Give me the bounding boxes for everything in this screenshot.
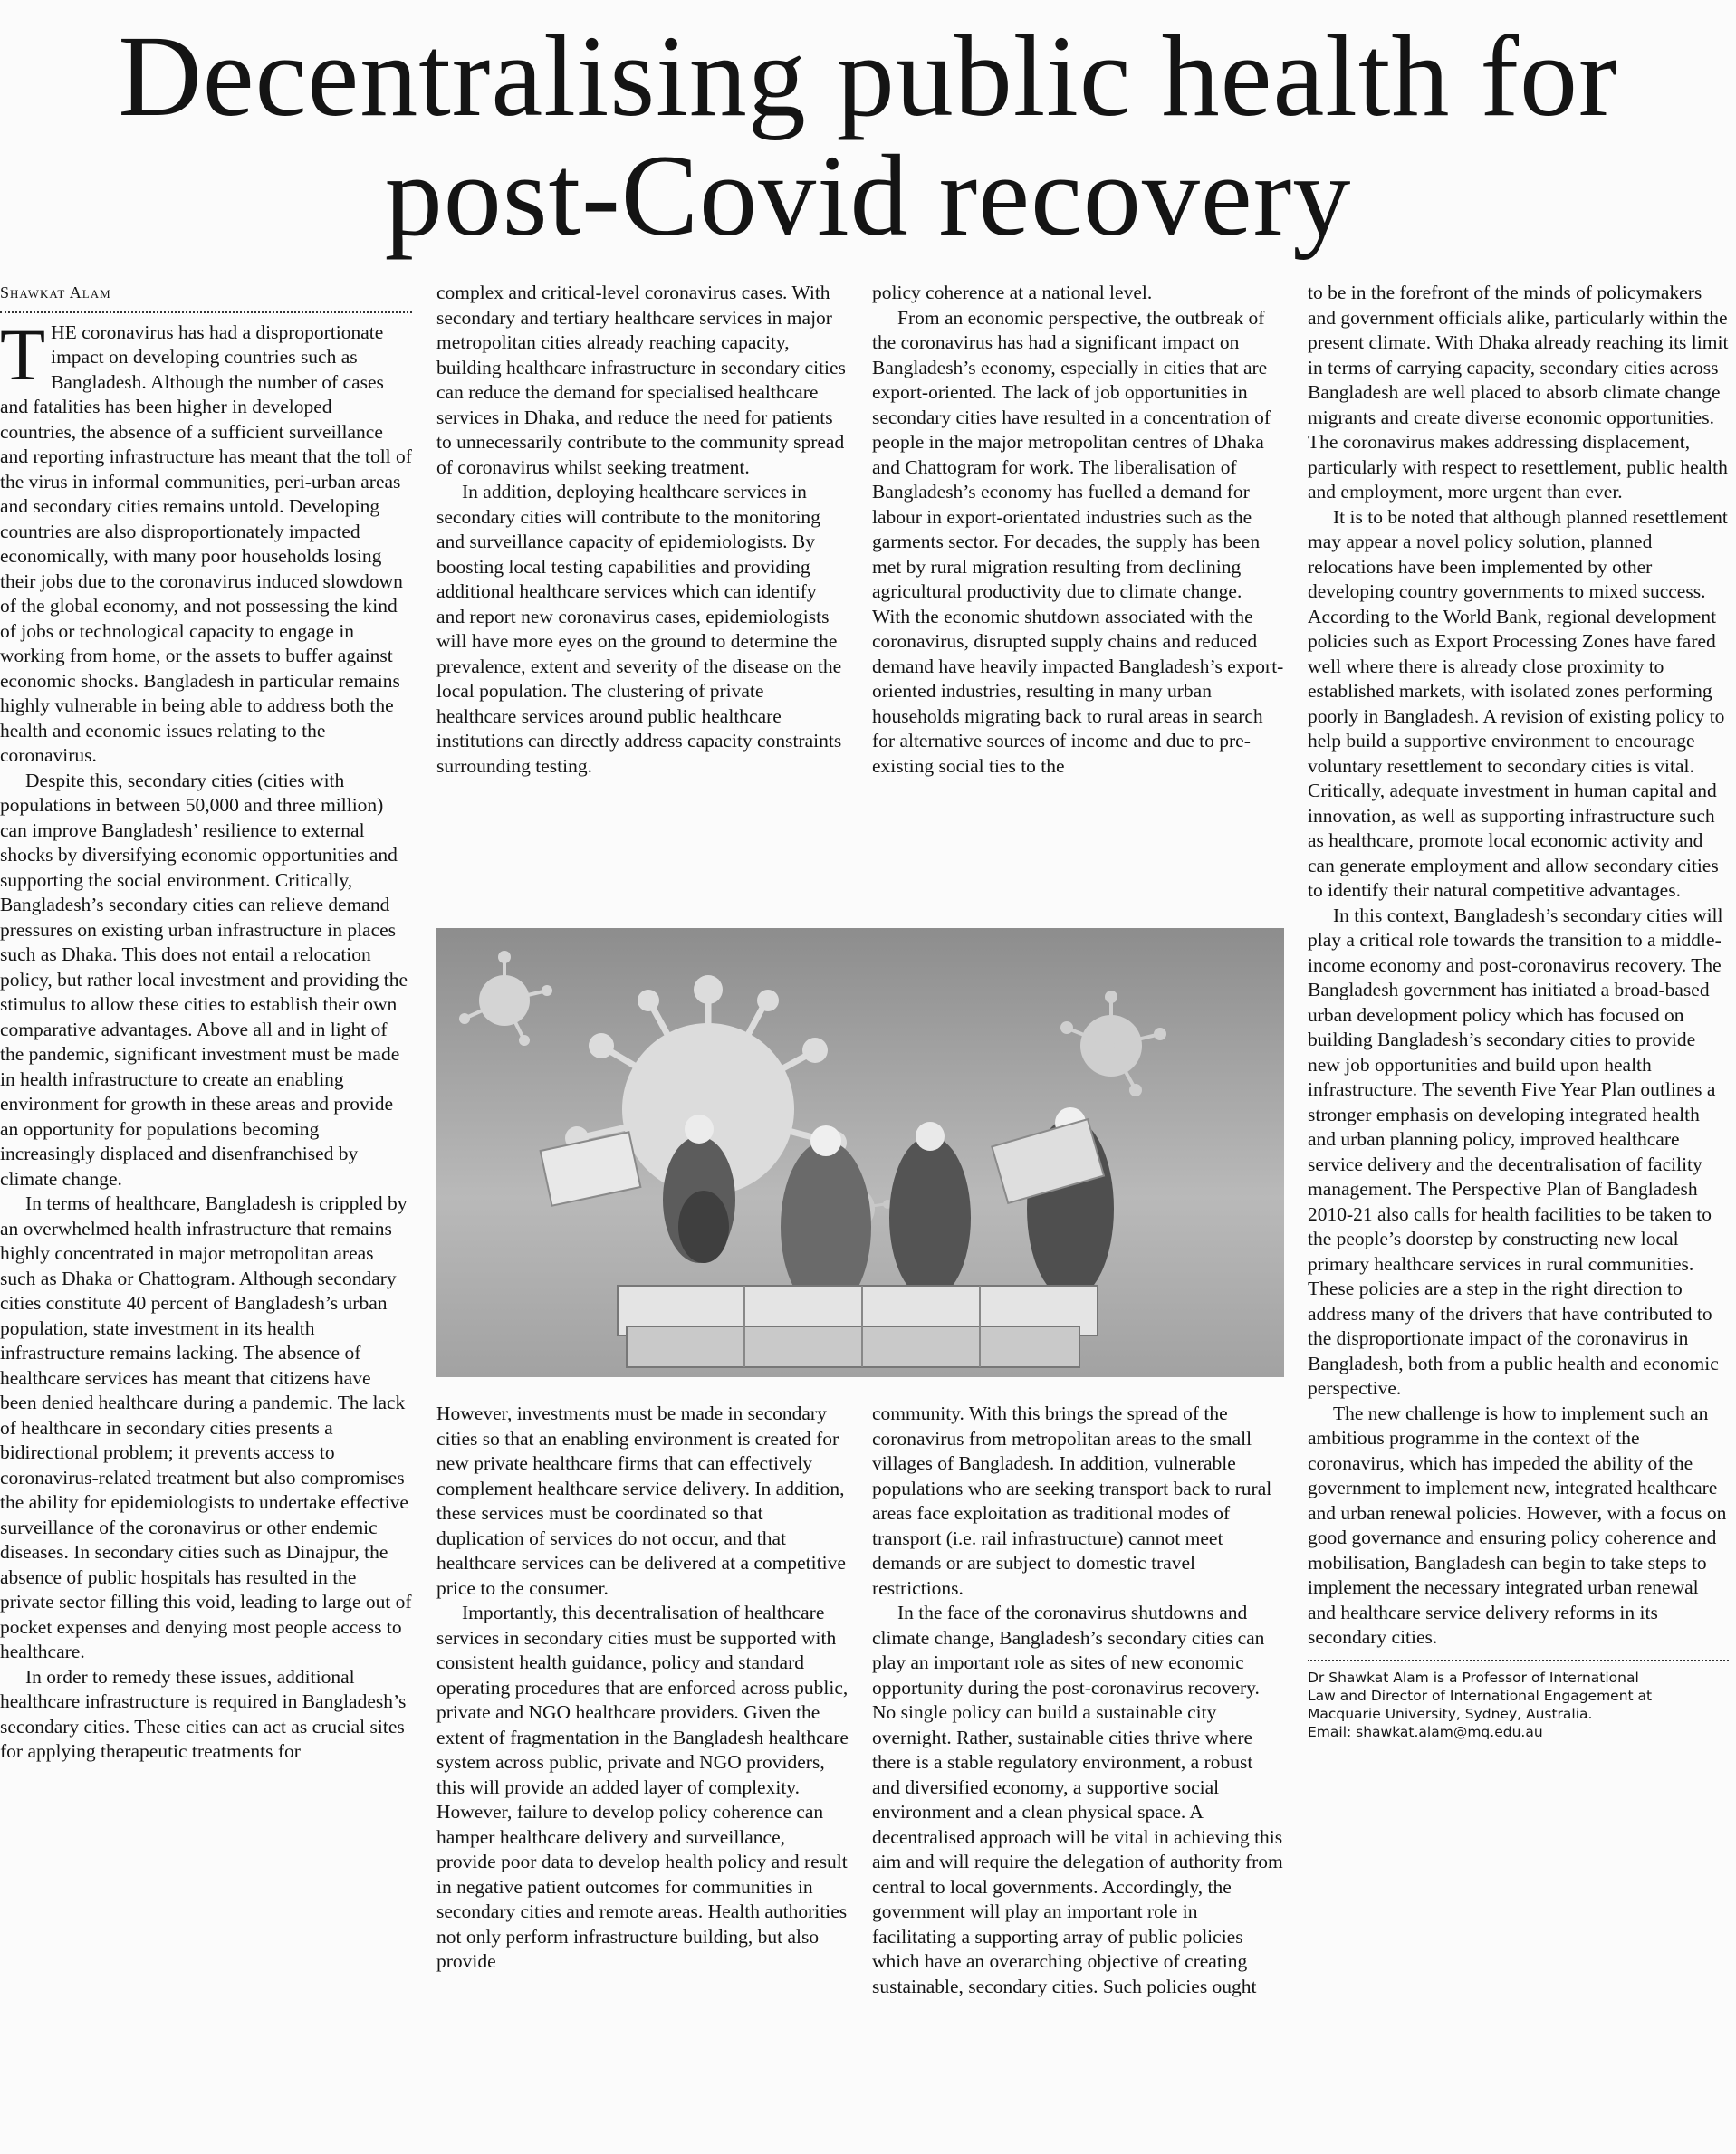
- paragraph: policy coherence at a national level.: [872, 282, 1153, 303]
- paragraph: In terms of healthcare, Bangladesh is crippled by an overwhelmed health infrastructure that remains highly concentrated in major metropolitan areas such as Dhaka or Chattogram. Although secondary cities constitute 40 percent of Bangladesh’s urban population, state investment in its health infrastructure remains lacking. The absence of healthcare services has meant that citizens have been denied healthcare during a pandemic. The lack of healthcare in secondary cities presents a bidirectional problem; it prevents access to coronavirus-related treatment but also compromises the ability for epidemiologists to undertake effective surveillance of the coronavirus or other endemic diseases. In secondary cities such as Dinajpur, the absence of public hospitals has resulted in the private sector filling this void, leading to large out of pocket expenses and denying most people access to healthcare.: [0, 1192, 412, 1662]
- column-4: [1308, 281, 1729, 1741]
- article-photo: [436, 928, 1284, 1377]
- paragraph: [0, 312, 412, 769]
- column-3-bottom: [872, 1402, 1284, 1999]
- author-bio: [1308, 1660, 1729, 1741]
- paragraph: The new challenge is how to implement such an ambitious programme in the context of the coronavirus, which has impeded the ability of the government to implement new, integrated healthcare and urban renewal policies. However, with a focus on good governance and ensuring policy coherence and mobilisation, Bangladesh can begin to take steps to implement the necessary integrated urban renewal and healthcare service delivery reforms in its secondary cities.: [1308, 1402, 1727, 1648]
- column-2-top: [436, 281, 849, 779]
- bio-line: Law and Director of International Engagement at: [1308, 1687, 1653, 1704]
- photo-illustration: [436, 928, 1284, 1377]
- paragraph: However, investments must be made in secondary cities so that an enabling environment is created for new private healthcare firms that can effectively complement healthcare service delivery. In addition, these services must be coordinated so that duplication of services do not occur, and that healthcare services can be delivered at a competitive price to the consumer.: [436, 1402, 846, 1599]
- paragraph: to be in the forefront of the minds of policymakers and government officials alike, particularly within the present climate. With Dhaka already reaching its limit in terms of carrying capacity, secondary cities across Bangladesh are well placed to absorb climate change migrants and create diverse economic opportunities. The coronavirus makes addressing displacement, particularly with respect to resettlement, public health and employment, more urgent than ever.: [1308, 282, 1729, 503]
- column-1: [0, 281, 412, 1765]
- paragraph-text: HE coronavirus has had a disproportionate impact on developing countries such as Bangladesh. Although the number of cases and fatalities has been higher in developed countries, the absence of a sufficient surveillance and reporting infrastructure has meant that the toll of the virus in informal communities, peri-urban areas and secondary cities remains untold. Developing countries are also disproportionately impacted economically, with many poor households losing their jobs due to the coronavirus induced slowdown of the global economy, and not possessing the kind of jobs or technological capacity to engage in working from home, or the assets to buffer against economic shocks. Bangladesh in particular remains highly vulnerable in being able to address both the health and economic issues relating to the coronavirus.: [0, 321, 412, 766]
- drop-cap: T: [0, 312, 46, 396]
- headline-line-1: Decentralising public health for: [118, 12, 1618, 140]
- paragraph: complex and critical-level coronavirus cases. With secondary and tertiary healthcare services in major metropolitan cities already reaching capacity, building healthcare infrastructure in secondary cities can reduce the demand for specialised healthcare services in Dhaka, and reduce the need for patients to unnecessarily contribute to the community spread of coronavirus whilst seeking treatment.: [436, 282, 846, 478]
- column-3-top: [872, 281, 1284, 779]
- paragraph: It is to be noted that although planned resettlement may appear a novel policy solution, planned relocations have been implemented by other developing country governments to mixed success. According to the World Bank, regional development policies such as Export Processing Zones have fared well where there is already close proximity to established markets, with isolated zones performing poorly in Bangladesh. A revision of existing policy to help build a supportive environment to encourage voluntary resettlement to secondary cities is vital. Critically, adequate investment in human capital and innovation, as well as supporting infrastructure such as healthcare, promote local economic activity and can generate employment and allow secondary cities to identify their natural competitive advantages.: [1308, 505, 1728, 901]
- headline-line-2: post-Covid recovery: [384, 131, 1352, 260]
- paragraph: In this context, Bangladesh’s secondary cities will play a critical role towards the transition to a middle-income economy and post-coronavirus recovery. The Bangladesh government has initiated a broad-based urban development policy which has focused on building Bangladesh’s secondary cities to provide new job opportunities and build upon health infrastructure. The seventh Five Year Plan outlines a stronger emphasis on developing integrated health and urban planning policy, improved healthcare service delivery and the decentralisation of facility management. The Perspective Plan of Bangladesh 2010-21 also calls for health facilities to be taken to the people’s doorstep by constructing new local primary healthcare services in rural communities. These policies are a step in the right direction to address many of the drivers that have contributed to the disproportionate impact of the coronavirus in Bangladesh, both from a public health and economic perspective.: [1308, 904, 1723, 1399]
- byline: Shawkat Alam: [0, 281, 412, 313]
- paragraph: From an economic perspective, the outbreak of the coronavirus has had a significant impact on Bangladesh’s economy, especially in cities that are export-oriented. The lack of job opportunities in secondary cities have resulted in a concentration of people in the major metropolitan centres of Dhaka and Chattogram for work. The liberalisation of Bangladesh’s economy has fuelled a demand for labour in export-orientated industries such as the garments sector. For decades, the supply has been met by rural migration resulting from declining agricultural productivity due to climate change. With the economic shutdown associated with the coronavirus, disrupted supply chains and reduced demand have heavily impacted Bangladesh’s export-oriented industries, resulting in many urban households migrating back to rural areas in search for alternative sources of income and due to pre-existing social ties to the: [872, 306, 1284, 777]
- headline: [0, 12, 1736, 260]
- bio-line: Email: shawkat.alam@mq.edu.au: [1308, 1723, 1543, 1740]
- paragraph: Despite this, secondary cities (cities with populations in between 50,000 and three million) can improve Bangladesh’ resilience to external shocks by diversifying economic opportunities and supporting the social environment. Critically, Bangladesh’s secondary cities can relieve demand pressures on existing urban infrastructure in places such as Dhaka. This does not entail a relocation policy, but rather local investment and providing the stimulus to allow these cities to establish their own comparative advantages. Above all and in light of the pandemic, significant investment must be made in health infrastructure to create an enabling environment for growth in these areas and provide an opportunity for populations becoming increasingly displaced and disenfranchised by climate change.: [0, 769, 408, 1190]
- paragraph: In addition, deploying healthcare services in secondary cities will contribute to the monitoring and surveillance capacity of epidemiologists. By boosting local testing capabilities and providing additional healthcare services which can identify and report new coronavirus cases, epidemiologists will have more eyes on the ground to determine the prevalence, extent and severity of the disease on the local population. The clustering of private healthcare services around public healthcare institutions can directly address capacity constraints surrounding testing.: [436, 481, 842, 777]
- paragraph: community. With this brings the spread of the coronavirus from metropolitan areas to the small villages of Bangladesh. In addition, vulnerable populations who are seeking transport back to rural areas face exploitation as traditional modes of transport (i.e. rail infrastructure) cannot meet demands or are subject to domestic travel restrictions.: [872, 1402, 1272, 1599]
- bio-line: Macquarie University, Sydney, Australia.: [1308, 1705, 1593, 1722]
- paragraph: In order to remedy these issues, additional healthcare infrastructure is required in Bangladesh’s secondary cities. These cities can act as crucial sites for applying therapeutic treatments for: [0, 1665, 407, 1762]
- paragraph: Importantly, this decentralisation of healthcare services in secondary cities must be supported with consistent health guidance, policy and standard operating procedures that are enforced across public, private and NGO healthcare providers. Given the extent of fragmentation in the Bangladesh healthcare system across public, private and NGO providers, this will provide an added layer of complexity. However, failure to develop policy coherence can hamper healthcare delivery and surveillance, provide poor data to develop health policy and result in negative patient outcomes for communities in secondary cities and remote areas. Health authorities not only perform infrastructure building, but also provide: [436, 1602, 849, 1972]
- bio-line: Dr Shawkat Alam is a Professor of International: [1308, 1669, 1639, 1686]
- paragraph: In the face of the coronavirus shutdowns and climate change, Bangladesh’s secondary cities can play an important role as sites of new economic opportunity during the post-coronavirus recovery. No single policy can build a sustainable city overnight. Rather, sustainable cities thrive where there is a stable regulatory environment, a robust and diversified economy, a supportive social environment and a clean physical space. A decentralised approach will be vital in achieving this aim and will require the delegation of authority from central to local governments. Accordingly, the government will play an important role in facilitating a supporting array of public policies which have an overarching objective of creating sustainable, secondary cities. Such policies ought: [872, 1602, 1283, 1997]
- column-2-bottom: [436, 1402, 849, 1975]
